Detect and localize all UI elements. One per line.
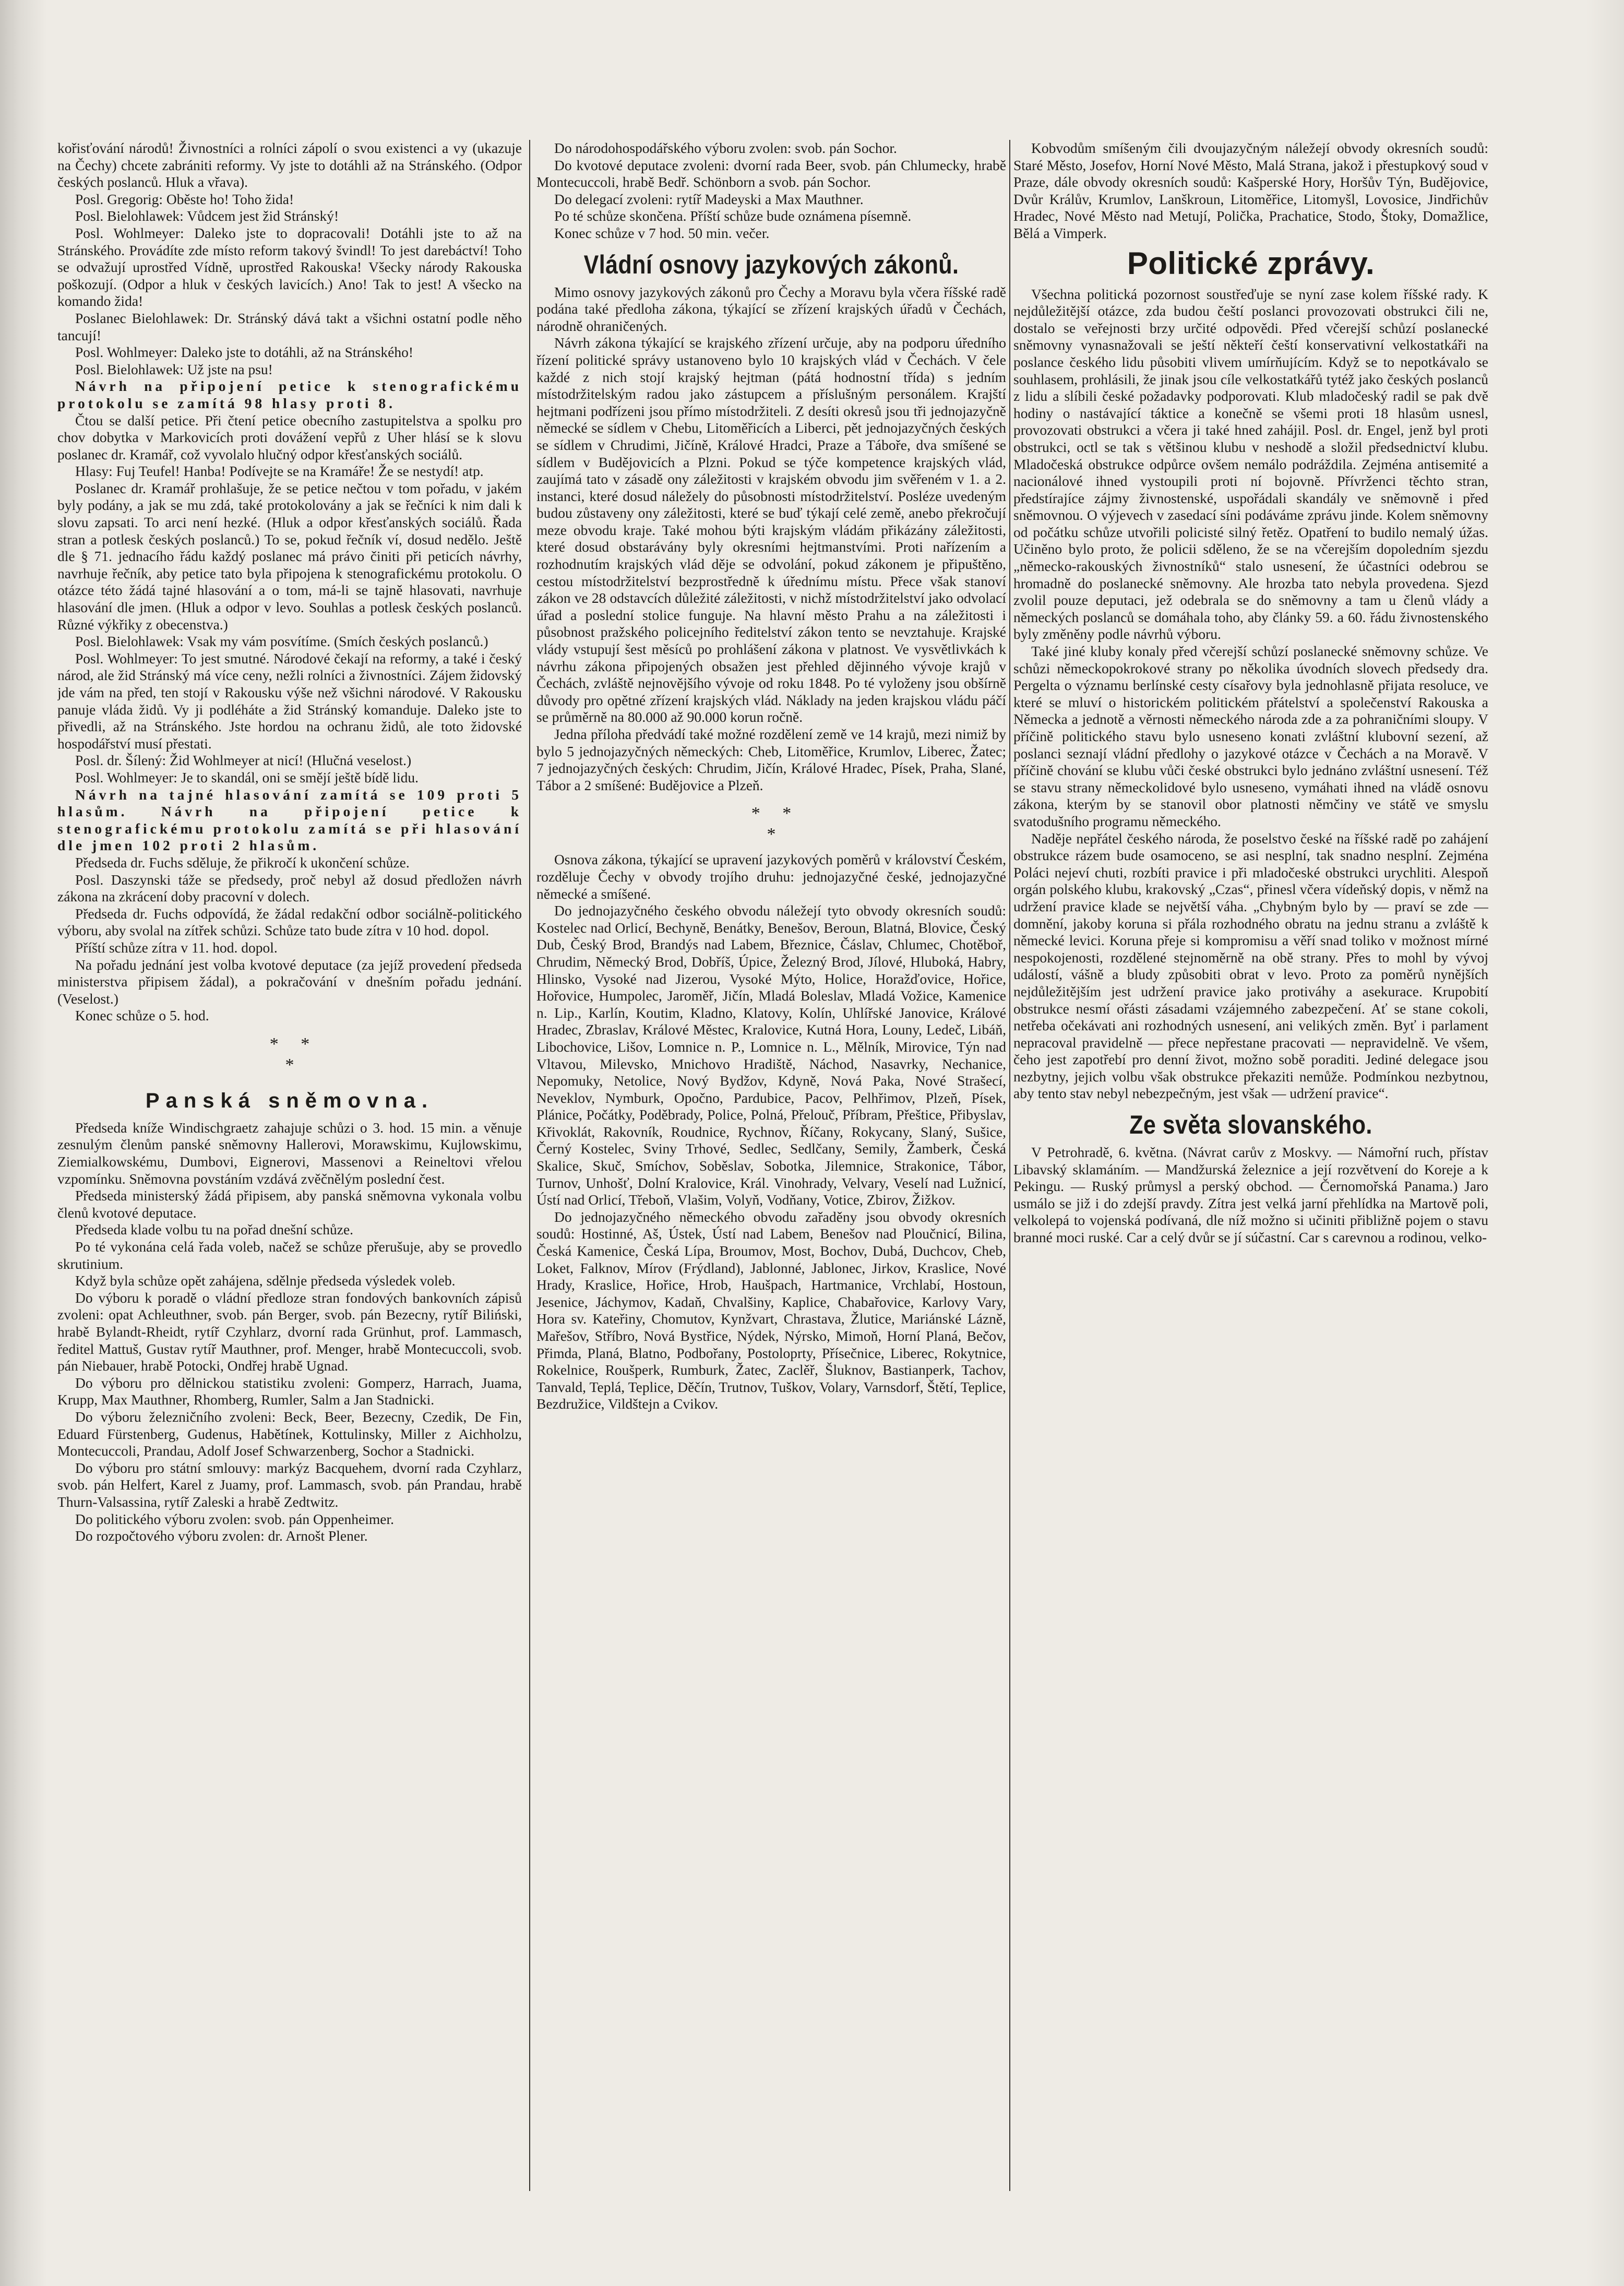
paragraph: Do výboru železničního zvoleni: Beck, Beer, Bezecny, Czedik, De Fin, Eduard Fürstenberg, Gudenus, Habětínek, Kottulinsky, Miller z Aichholzu, Montecuccoli, Prandau, Adolf Josef Schwarzenberg, Sochor a Stadnicki. — [57, 1408, 522, 1459]
section-heading: Panská sněmovna. — [145, 1089, 434, 1112]
paragraph: Hlasy: Fuj Teufel! Hanba! Podívejte se na Kramáře! Že se nestydí! atp. — [75, 463, 484, 480]
article-title: Politické zprávy. — [1127, 245, 1375, 281]
paragraph: kořisťování národů! Živnostníci a rolníci zápolí o svou existenci a vy (ukazuje na Čechy) chcete zabrániti reformy. Vy jste to dotáhli až na Stránského. (Odpor českých poslanců. Hluk a vřava). — [57, 140, 522, 190]
paragraph: Příští schůze zítra v 11. hod. dopol. — [75, 939, 278, 956]
article-title: Vládní osnovy jazykových zákonů. — [583, 249, 959, 279]
paragraph: Posl. Gregorig: Oběste ho! Toho žida! — [75, 190, 294, 207]
paragraph: Po té vykonána celá řada voleb, načež se schůze přerušuje, aby se provedlo skrutinium. — [57, 1239, 522, 1272]
paragraph: Návrh na připojení petice k stenografickému protokolu se zamítá 98 hlasy proti 8. — [57, 378, 522, 411]
paragraph: Do národohospodářského výboru zvolen: svob. pán Sochor. — [554, 140, 897, 156]
paragraph: Předseda dr. Fuchs odpovídá, že žádal redakční odbor sociálně-politického výboru, aby svolal na zítřek schůzi. Schůze tato bude zítra v 10 hod. dopol. — [57, 905, 522, 939]
paragraph: Kobvodům smíšeným čili dvoujazyčným náležejí obvody okresních soudů: Staré Město, Josefov, Horní Nové Město, Malá Strana, jakož i přestupkový soud v Praze, dále obvody okresních soudů: Kašperské Hory, Horšův Týn, Budějovice, Dvůr Králův, Krumlov, Lanškroun, Litoměřice, Litomyšl, Lovosice, Jindřichův Hradec, Nové Město nad Metují, Polička, Prachatice, Stodo, Štoky, Domažlice, Bělá a Vimperk. — [1013, 140, 1488, 241]
paragraph: Do kvotové deputace zvoleni: dvorní rada Beer, svob. pán Chlumecky, hrabě Montecuccoli, hrabě Bedř. Schönborn a svob. pán Sochor. — [536, 157, 1006, 190]
paragraph: Posl. Wohlmeyer: Daleko jste to dopracovali! Dotáhli jste to až na Stránského. Provádíte zde místo reform takový švindl! To jest darebáctví! Toho se odvažují uprostřed Vídně, uprostřed Rakouska! Všecky národy Rakouska poškozují. (Odpor a hluk v českých lavicích.) Ano! Tak to jest! A všecko na komando žida! — [57, 224, 522, 309]
paragraph: Do jednojazyčného německého obvodu zařaděny jsou obvody okresních soudů: Hostinné, Aš, Ústek, Ústí nad Labem, Benešov nad Ploučnicí, Bilina, Česká Kamenice, Česká Lípa, Broumov, Most, Bochov, Dubá, Duchcov, Cheb, Loket, Falknov, Mírov (Frýdland), Jablonné, Jablonec, Jirkov, Kraslice, Nové Hrady, Kraslice, Hořice, Hrob, Haušpach, Hartmanice, Vrchlabí, Hostoun, Jesenice, Jáchymov, Kadaň, Chvalšiny, Kaplice, Chabařovice, Karlovy Vary, Hora sv. Kateřiny, Chomutov, Kynžvart, Chrastava, Žlutice, Mariánské Lázně, Mařešov, Stříbro, Nová Bystřice, Nýdek, Nýrsko, Mimoň, Horní Planá, Bečov, Přimda, Planá, Blatno, Podbořany, Postoloprty, Přísečnice, Liberec, Rokytnice, Rokelnice, Roušperk, Rumburk, Žatec, Zaclěř, Šluknov, Bastianperk, Tachov, Tanvald, Teplá, Teplice, Děčín, Trutnov, Tuškov, Volary, Varnsdorf, Štětí, Teplice, Bezdružice, Vildštejn a Cvikov. — [536, 1208, 1006, 1412]
paragraph: Všechna politická pozornost soustřeďuje se nyní zase kolem říšské rady. K nejdůležitější otázce, zda budou čeští poslanci provozovati obstrukci čili ne, dostalo se veřejnosti brzy určité odpovědi. Před včerejší schůzí poslanecké sněmovny vynasnažovali se ještí někteří čeští konservativní velkostatkáři na poslance českého lidu působiti vlivem umírňujícím. Když se to nepotkávalo se souhlasem, prohlásili, že jinak jsou cíle velkostatkářů tytéž jako českých poslanců z lidu a slíbili české požadavky podporovati. Klub mladočeský radil se pak dvě hodiny o nastávající táktice a konečně se všemi proti 18 hlasům usnesl, provozovati obstrukci a včera ji také hned zahájil. Posl. dr. Engel, jenž byl proti obstrukci, octl se tak s většinou klubu v neshodě a složil předsednictví klubu. Mladočeská obstrukce odpůrce ovšem nemálo podráždila. Zejména antisemité a nacionálové ihned vystoupili proti ní bojovně. Přívrženci těchto stran, předstírajíce zájmy živnostenské, uspořádali skandály ve sněmovně i před sněmovnou. O výjevech v zasedací síni podáváme zprávu jinde. Kolem sněmovny od počátku schůze utvořili policisté silný řetěz. Opatření to budilo nemalý úžas. Učiněno bylo proto, že policii sděleno, že se na včerejším dopoledním sjezdu „německo-rakouských živnostníků“ stalo usnesení, že účastníci odebrou se hromadně do poslanecké sněmovny. Ale hrozba tato nebyla provedena. Sjezd zvolil pouze deputaci, jež odebrala se do sněmovny a tam u členů vlády a německých poslanců se domáhala toho, aby články 59. a 60. řádu živnostenského byly změněny podle návrhů výboru. — [1013, 285, 1488, 642]
paragraph: Do politického výboru zvolen: svob. pán Oppenheimer. — [75, 1510, 394, 1527]
column-middle — [536, 140, 1006, 2259]
paragraph: Jedna příloha předvádí také možné rozdělení země ve 14 krajů, mezi nimiž by bylo 5 jednojazyčných německých: Cheb, Litoměřice, Krumlov, Liberec, Žatec; 7 jednojazyčných českých: Chrudim, Jičín, Králové Hradec, Písek, Praha, Slané, Tábor a 2 smíšené: Budějovice a Plzeň. — [536, 726, 1006, 793]
paragraph: Do výboru pro dělnickou statistiku zvoleni: Gomperz, Harrach, Juama, Krupp, Max Mauthner, Rhomberg, Rumler, Salm a Jan Stadnicki. — [57, 1374, 522, 1408]
paragraph: Také jiné kluby konaly před včerejší schůzí poslanecké sněmovny schůze. Ve schůzi německopokrokové strany po několika úvodních slovech předsedy dra. Pergelta o významu berlínské cesty císařovy byla jednohlasně přijata resoluce, ve které se mluví o historickém politickém přátelství a společenství Rakouska a Německa a jednotě a věrnosti německého národa zde a za pohraničními sloupy. V příčině politického stavu bylo usneseno konati zvláštní klubovní sezení, až poslanci seznají vládní předlohy o jazykové otázce v Čechách a na Moravě. V příčině chování se klubu vůči české obstrukci bylo jednáno zvláštní usnesení. Též se stavu strany německolidové bylo usneseno, vymáhati ihned na vládě osnovu zákona, kterým by se stanovil obor platnosti němčiny ve státě ve smyslu svatodušního programu německého. — [1013, 643, 1488, 829]
paragraph: Posl. dr. Šílený: Žid Wohlmeyer at nicí! (Hlučná veselost.) — [75, 752, 412, 769]
paragraph: Posl. Wohlmeyer: Je to skandál, oni se smějí ještě bídě lidu. — [75, 769, 419, 785]
paragraph: Posl. Bielohlawek: Vůdcem jest žid Stránský! — [75, 208, 339, 224]
section-divider-stars: * * * — [751, 804, 792, 844]
column-left — [57, 140, 522, 2259]
column-rule — [1009, 140, 1010, 2191]
paragraph: Do rozpočtového výboru zvolen: dr. Arnošt Plener. — [75, 1528, 368, 1544]
paragraph: Na pořadu jednání jest volba kvotové deputace (za jejíž provedení předseda ministerstva připisem žádal), a pokračování v dnešním pořadu jednání. (Veselost.) — [57, 956, 522, 1007]
paragraph: Osnova zákona, týkající se upravení jazykových poměrů v království Českém, rozděluje Čechy v obvody trojího druhu: jednojazyčné české, jednojazyčné německé a smíšené. — [536, 851, 1006, 902]
paragraph: Předseda dr. Fuchs sděluje, že přikročí k ukončení schůze. — [75, 854, 410, 871]
paragraph: Když byla schůze opět zahájena, sdělnje předseda výsledek voleb. — [75, 1272, 456, 1289]
paragraph: Do výboru k poradě o vládní předloze stran fondových bankovních zápisů zvoleni: opat Achleuthner, svob. pán Berger, svob. pán Bezecny, rytíř Biliński, hrabě Bylandt-Rheidt, rytíř Czyhlarz, dvorní rada Grünhut, prof. Lammasch, ředitel Mattuš, Gustav rytíř Mauthner, prof. Menger, hrabě Montecuccoli, svob. pán Niebauer, hrabě Potocki, Ondřej hrabě Ugnad. — [57, 1289, 522, 1374]
paragraph: Do výboru pro státní smlouvy: markýz Bacquehem, dvorní rada Czyhlarz, svob. pán Helfert, Karel z Juamy, prof. Lammasch, svob. pán Prandau, hrabě Thurn-Valsassina, rytíř Zaleski a hrabě Zedtwitz. — [57, 1459, 522, 1510]
paragraph: Mimo osnovy jazykových zákonů pro Čechy a Moravu byla včera říšské radě podána také předloha zákona, týkající se zřízení krajských úřadů v Čechách, národně ohraničených. — [536, 283, 1006, 334]
column-right — [1013, 140, 1488, 2259]
paragraph: V Petrohradě, 6. května. (Návrat carův z Moskvy. — Námořní ruch, přístav Libavský sklamáním. — Mandžurská železnice a její rozvětvení do Koreje a k Pekingu. — Ruský průmysl a perský obchod. — Černomořská Panama.) Jaro usmálo se již i do zdejší pravdy. Zítra jest velká jarní přehlídka na Martově poli, velkolepá to vojenská podívaná, dle níž možno si učiniti přibližně pojem o stavu branné moci ruské. Car a celý dvůr se jí súčastní. Car s carevnou a rodinou, velko- — [1013, 1144, 1488, 1246]
paragraph: Předseda klade volbu tu na pořad dnešní schůze. — [75, 1221, 354, 1238]
paragraph: Poslanec dr. Kramář prohlašuje, že se petice nečtou v tom pořadu, v jakém byly podány, a jak se mu zdá, také protokolovány a jak se řečníci k nim dali k slovu zapsati. To arci není hezké. (Hluk a odpor křesťanských sociálů. Řada stran a potlesk českých poslanců.) To se, pokud řečník ví, dosud nedělo. Ještě dle § 71. jednacího řádu každý poslanec má právo činiti při peticích návrhy, navrhuje řečník, aby petice tato byla připojena k stenografickému protokolu. O otázce této žádá tajné hlasování a o tom, má-li se tajně hlasovati, navrhuje hlasování dle jmen. (Hluk a odpor v levo. Souhlas a potlesk českých poslanců. Různé výkřiky z obecenstva.) — [57, 480, 522, 633]
column-rule — [529, 140, 530, 2191]
paragraph: Čtou se další petice. Při čtení petice obecního zastupitelstva a spolku pro chov dobytka v Markovicích proti dovážení vepřů z Uher hlásí se k slovu poslanec dr. Kramář, což vyvolalo hlučný odpor křesťanských sociálů. — [57, 412, 522, 462]
paragraph: Posl. Bielohlawek: Vsak my vám posvítíme. (Smích českých poslanců.) — [75, 633, 488, 650]
paragraph: Předseda kníže Windischgraetz zahajuje schůzi o 3. hod. 15 min. a věnuje zesnulým členům panské sněmovny Hallerovi, Morawskimu, Kujlowskimu, Ziemialkowskému, Dumbovi, Eignerovi, Massenovi a Reineltovi vřelou vzpomínku. Sněmovna povstáním vzdává zvěčnělým poslední čest. — [57, 1119, 522, 1187]
paragraph: Po té schůze skončena. Příští schůze bude oznámena písemně. — [554, 208, 912, 224]
paragraph: Návrh na tajné hlasování zamítá se 109 proti 5 hlasům. Návrh na připojení petice k stenografickému protokolu zamítá se při hlasování dle jmen 102 proti 2 hlasům. — [57, 786, 522, 854]
section-divider-stars: * * * — [269, 1034, 310, 1075]
paragraph: Předseda ministerský žádá připisem, aby panská sněmovna vykonala volbu členů kvotové deputace. — [57, 1187, 522, 1221]
paragraph: Naděje nepřátel českého národa, že poselstvo české na říšské radě po zahájení obstrukce rázem bude osamoceno, se asi nesplní, tak snadno nesplní. Zejména Poláci nejeví chuti, rozbíti pravice i při mladočeské obstrukci urychliti. Alespoň orgán polského klubu, krakovský „Czas“, přinesl včera vídeňský dopis, v němž na udržení pravice klade se největší váha. „Chybným bylo by — praví se zde — domnění, jakoby koruna si přála rozhodného obratu na jednu stranu a zvláště k německé levici. Koruna přeje si kompromisu a věří snad toliko v možnost mírné nespokojenosti, rozdělené stejnoměrně na obě strany. Přes to mohl by vývoj událostí, vášně a bludy způsobiti obrat v levo. Proto za poměrů nynějších nejdůležitějším jest udržení pravice jako protiváhy a asekurace. Krupobití obstrukce nesmí ořásti zásadami vzájemného zabezpečení. Ať se stane cokoli, netřeba očekávati ani rozhodných usnesení, ani velikých změn. Byť i parlament nepracoval pravidelně — přece nepřestane pracovati — nepravidelně. Ve všem, čeho jest zapotřebí pro denní život, možno sobě poraditi. Jediné delegace jsou nezbytny, jejich volbu však obstrukce překaziti nemůže. Podmínkou nezbytnou, aby tento stav nebyl nebezpečným, jest však — udržení pravice“. — [1013, 830, 1488, 1102]
paragraph: Konec schůze v 7 hod. 50 min. večer. — [554, 224, 770, 241]
paragraph: Posl. Bielohlawek: Už jste na psu! — [75, 361, 273, 377]
article-title: Ze světa slovanského. — [1129, 1110, 1372, 1140]
paragraph: Poslanec Bielohlawek: Dr. Stránský dává takt a všichni ostatní podle něho tancují! — [57, 309, 522, 343]
paragraph: Do delegací zvoleni: rytíř Madeyski a Max Mauthner. — [554, 190, 864, 207]
paragraph: Do jednojazyčného českého obvodu náležejí tyto obvody okresních soudů: Kostelec nad Orlicí, Bechyně, Benátky, Benešov, Beroun, Blatná, Blovice, Český Dub, Český Brod, Brandýs nad Labem, Březnice, Čáslav, Chlumec, Chotěboř, Chrudim, Německý Brod, Dobříš, Úpice, Železný Brod, Jílové, Hluboká, Habry, Hlinsko, Vysoké nad Jizerou, Vysoké Mýto, Holice, Horažďovice, Hořice, Hořovice, Humpolec, Jaroměř, Jičín, Mladá Boleslav, Mladá Vožice, Kamenice n. Lip., Karlín, Koutim, Kladno, Klatovy, Kolín, Uhlířské Janovice, Králové Hradec, Zbraslav, Králové Městec, Kralovice, Kutná Hora, Louny, Ledeč, Libáň, Libochovice, Lišov, Lomnice n. P., Lomnice n. L., Mělník, Mirovice, Týn nad Vltavou, Milevsko, Mnichovo Hradiště, Náchod, Nasavrky, Nechanice, Nepomuky, Netolice, Nový Bydžov, Kdyně, Nová Paka, Nové Strašecí, Neveklov, Nymburk, Opočno, Pardubice, Pacov, Pelhřimov, Plzeň, Písek, Plánice, Počátky, Poděbrady, Police, Polná, Přelouč, Příbram, Přeštice, Přibyslav, Křivoklát, Rakovník, Roudnice, Rychnov, Říčany, Rokycany, Slaný, Sušice, Černý Kostelec, Sviny Trhové, Sedlec, Sedlčany, Semily, Žamberk, Česká Skalice, Skuč, Smíchov, Soběslav, Sobotka, Jilemnice, Strakonice, Tábor, Turnov, Unhošť, Dolní Kralovice, Král. Vinohrady, Velvary, Veselí nad Lužnicí, Ústí nad Orlicí, Třeboň, Vlašim, Volyň, Vodňany, Votice, Zbirov, Žižkov. — [536, 902, 1006, 1208]
paragraph: Posl. Wohlmeyer: To jest smutné. Národové čekají na reformy, a také i český národ, ale žid Stránský má více ceny, nežli rolníci a živnostníci. Zájem židovský jde vám na před, ten stojí v Rakousku výše než všichni národové. V Rakousku panuje vláda židů. Vy ji podléháte a žid Stránský komanduje. Daleko jste to přivedli, až na Stránského. Jste hordou na ochranu židů, ale toto židovské hospodářství musí přestati. — [57, 650, 522, 752]
paragraph: Konec schůze o 5. hod. — [75, 1007, 209, 1024]
paragraph: Návrh zákona týkající se krajského zřízení určuje, aby na podporu úředního řízení politické správy ustanoveno bylo 10 krajských vlád v Čechách. V čele každé z nich stojí krajský hejtman (pátá hodnostní třída) s jedním místodržitelským radou jako zástupcem a příslušným personálem. Krajští hejtmani podřízeni jsou přímo místodržiteli. Z desíti okresů jsou tři jednojazyčně německé se sídlem v Chebu, Litoměřicích a Liberci, pět jednojazyčných českých se sídlem v Chrudimi, Jičíně, Králové Hradci, Praze a Táboře, dva smíšené se sídlem v Budějovicích a Plzni. Pokud se týče kompetence krajských vlád, zaujímá tato v zásadě ony záležitosti v krajském obvodu jim svěřeném v 1. a 2. instanci, které dosud náležely do působnosti místodržitelství. Posléze uvedeným budou zůstaveny ony záležitosti, které se buď týkají celé země, anebo překročují meze obvodu kraje. Také mohou býti krajským vládám přikázány záležitosti, které dosud obstarávány byly okresními hejtmanstvími. Proti nařízením a rozhodnutím krajských vlád děje se odvolání, pokud zákonem je připuštěno, cestou místodržitelství bezprostředně k úřednímu místu. Přece však stanoví zákon ve 28 odstavcích důležité záležitosti, v nichž místodržitelství jako odvolací úřad a poslední stolice funguje. Na hlavní město Prahu a na záležitosti i působnost pražského policejního ředitelství zákon tento se nevztahuje. Krajské vlády vstupují šest měsíců po prohlášení zákona v platnost. Ve vysvětlivkách k návrhu zákona připojených obsažen jest přehled dějinného vývoje krajů v Čechách, zvláště nejnovějšího vývoje od roku 1848. Po té vyloženy jsou obšírně důvody pro opětné zřízení krajských vlád. Náklady na jeden krajskou vládu páčí se průměrně na 80.000 až 90.000 korun ročně. — [536, 335, 1006, 725]
paragraph: Posl. Wohlmeyer: Daleko jste to dotáhli, až na Stránského! — [75, 344, 413, 361]
paragraph: Posl. Daszynski táže se předsedy, proč nebyl až dosud předložen návrh zákona na zkrácení doby pracovní v dolech. — [57, 871, 522, 905]
